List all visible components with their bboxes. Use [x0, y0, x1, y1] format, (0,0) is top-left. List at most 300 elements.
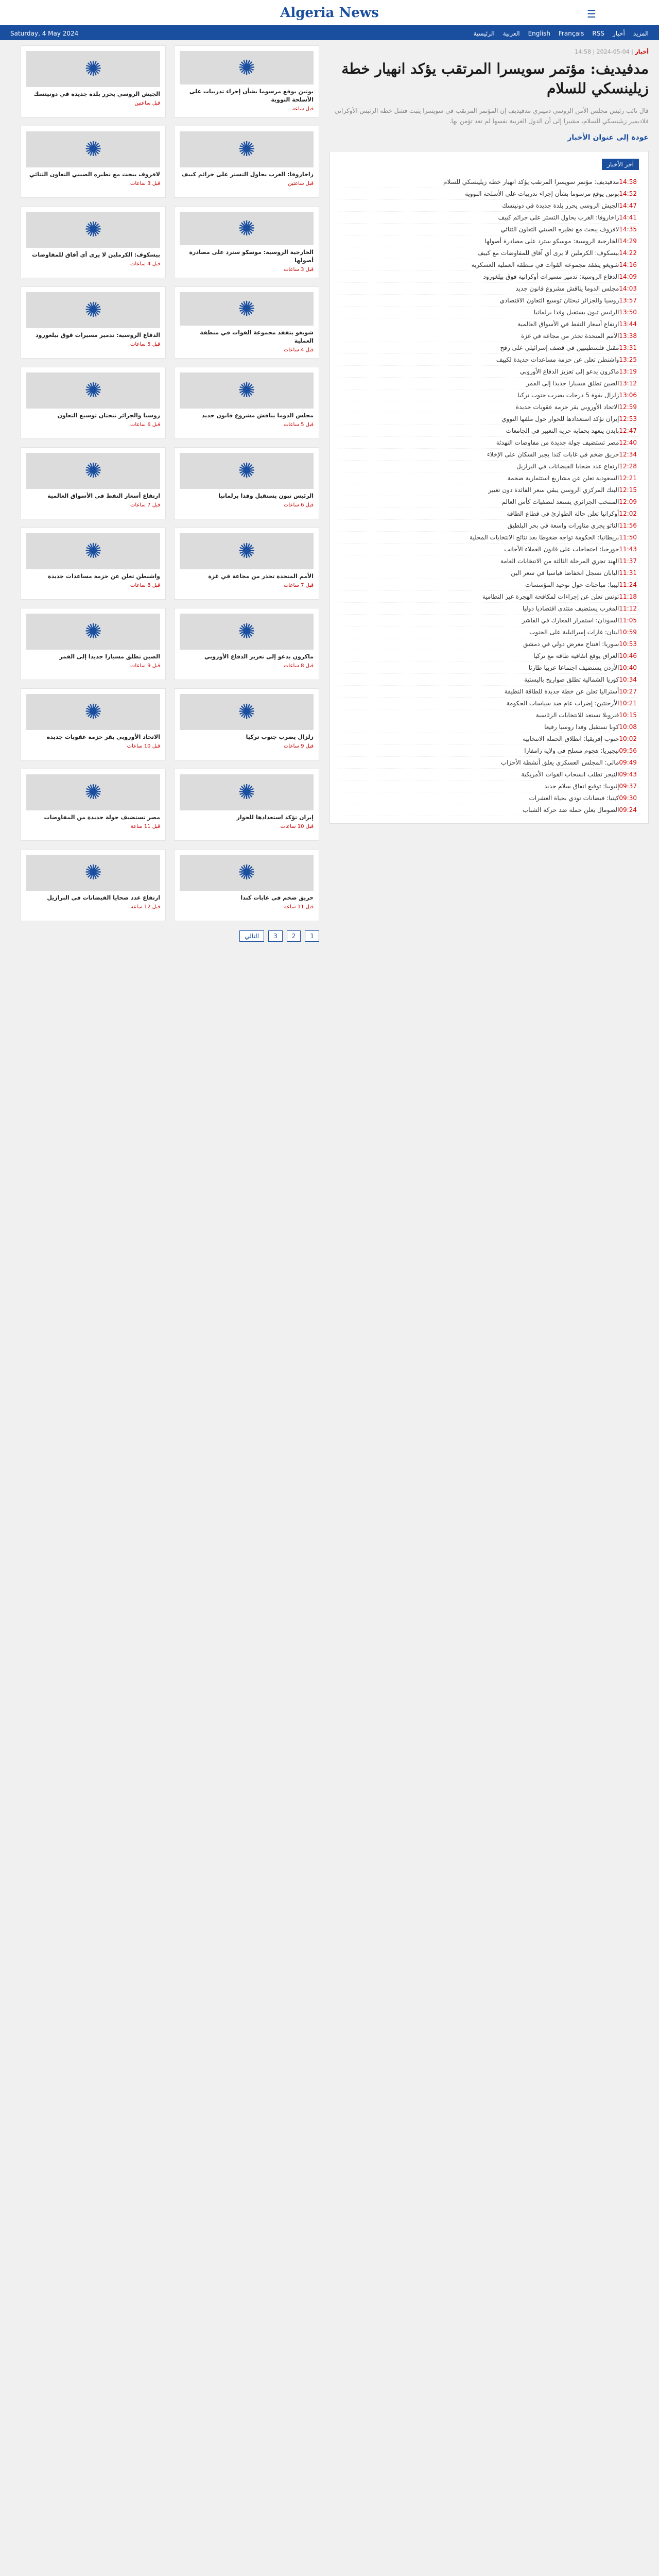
card-title[interactable]: لافروف يبحث مع نظيره الصيني التعاون الثنائي [29, 171, 160, 178]
feed-item[interactable] [339, 769, 639, 781]
feed-item[interactable] [339, 579, 639, 591]
feed-item[interactable] [339, 638, 639, 650]
feed-item[interactable] [339, 496, 639, 508]
top-nav-item[interactable]: Français [558, 30, 584, 37]
news-card[interactable] [174, 769, 319, 841]
card-thumbnail[interactable] [180, 292, 314, 326]
card-title[interactable]: إيران تؤكد استعدادها للحوار [236, 814, 314, 821]
article-subhead[interactable]: عودة إلى عنوان الأخبار [567, 133, 649, 142]
card-thumbnail[interactable] [180, 694, 314, 730]
news-card[interactable] [174, 126, 319, 198]
feed-text[interactable]: الجيش الروسي يحرر بلدة جديدة في دونيتسك [502, 202, 619, 209]
feed-time: 12:47 [619, 427, 637, 434]
feed-time: 14:22 [619, 249, 637, 257]
feed-time: 09:43 [619, 771, 637, 778]
feed-time: 13:06 [619, 392, 637, 399]
news-card[interactable] [21, 688, 166, 760]
feed-time: 11:31 [619, 569, 637, 577]
feed-item[interactable] [339, 567, 639, 579]
feed-time: 11:56 [619, 522, 637, 529]
card-thumbnail[interactable] [180, 774, 314, 810]
image-placeholder-icon: ✺ [84, 539, 102, 563]
feed-text[interactable]: مالي: المجلس العسكري يعلق أنشطة الأحزاب [500, 759, 619, 766]
feed-text[interactable]: الاتحاد الأوروبي يقر حزمة عقوبات جديدة [515, 403, 619, 411]
feed-item[interactable] [339, 366, 639, 378]
feed-item[interactable] [339, 615, 639, 626]
top-nav-item[interactable]: RSS [592, 30, 604, 37]
card-title[interactable]: ماكرون يدعو إلى تعزيز الدفاع الأوروبي [204, 653, 314, 660]
news-card[interactable] [174, 206, 319, 278]
card-time: قبل 9 ساعات [284, 743, 314, 749]
feed-time: 10:34 [619, 676, 637, 683]
image-placeholder-icon: ✺ [238, 620, 255, 643]
feed-time: 10:15 [619, 711, 637, 719]
feed-item[interactable] [339, 674, 639, 686]
card-thumbnail[interactable] [180, 131, 314, 167]
feed-item[interactable] [339, 295, 639, 307]
news-card[interactable] [174, 688, 319, 760]
feed-time: 09:30 [619, 794, 637, 802]
feed-text[interactable]: ارتفاع عدد ضحايا الفيضانات في البرازيل [516, 463, 619, 470]
feed-time: 11:05 [619, 617, 637, 624]
card-title[interactable]: واشنطن تعلن عن حزمة مساعدات جديدة [47, 573, 160, 580]
feed-item[interactable] [339, 472, 639, 484]
feed-text[interactable]: ماكرون يدعو إلى تعزيز الدفاع الأوروبي [519, 368, 619, 375]
feed-text[interactable]: أوكرانيا تعلن حالة الطوارئ في قطاع الطاقة [507, 510, 619, 517]
article-lead: قال نائب رئيس مجلس الأمن الروسي دميتري مدفيديف إن المؤتمر المرتقب في سويسرا يثبت فشل خطة الرئيس الأوكراني فلاديمير زيلينسكي للسلام، مشيرا إلى أن الدول الغربية نفسها لم تعد تؤمن بها. [334, 107, 649, 125]
image-placeholder-icon: ✺ [84, 138, 102, 161]
feed-text[interactable]: بيسكوف: الكرملين لا يرى أي آفاق للمفاوضات مع كييف [477, 249, 619, 257]
feed-text[interactable]: النيجر تطلب انسحاب القوات الأمريكية [521, 771, 619, 778]
feed-item[interactable] [339, 283, 639, 295]
feed-time: 10:59 [619, 629, 637, 636]
feed-time: 14:35 [619, 226, 637, 233]
feed-text[interactable]: اليابان تسجل انخفاضا قياسيا في سعر الين [511, 569, 619, 577]
card-thumbnail[interactable] [26, 212, 160, 248]
news-card[interactable] [21, 447, 166, 519]
image-placeholder-icon: ✺ [238, 138, 255, 161]
feed-text[interactable]: المغرب يستضيف منتدى اقتصاديا دوليا [522, 605, 619, 612]
feed-item[interactable] [339, 200, 639, 212]
feed-time: 09:37 [619, 783, 637, 790]
news-card[interactable] [21, 45, 166, 117]
news-feed-box [330, 151, 649, 824]
feed-text[interactable]: الصين تطلق مسبارا جديدا إلى القمر [526, 380, 619, 387]
card-time: قبل 11 ساعة [284, 904, 314, 910]
feed-time: 13:44 [619, 320, 637, 328]
feed-text[interactable]: ارتفاع أسعار النفط في الأسواق العالمية [517, 320, 619, 328]
feed-item[interactable] [339, 247, 639, 259]
feed-item[interactable] [339, 520, 639, 532]
page-link[interactable]: 2 [287, 930, 301, 942]
card-title[interactable]: زلزال يضرب جنوب تركيا [246, 734, 314, 740]
image-placeholder-icon: ✺ [84, 379, 102, 402]
feed-item[interactable] [339, 342, 639, 354]
feed-item[interactable] [339, 662, 639, 674]
feed-item[interactable] [339, 757, 639, 769]
feed-time: 12:09 [619, 498, 637, 505]
feed-text[interactable]: الرئيس تبون يستقبل وفدا برلمانيا [533, 309, 619, 316]
feed-text[interactable]: مدفيديف: مؤتمر سويسرا المرتقب يؤكد انهيار خطة زيلينسكي للسلام [443, 178, 619, 185]
news-card[interactable] [174, 447, 319, 519]
card-thumbnail[interactable] [26, 533, 160, 569]
card-time: قبل 3 ساعات [284, 267, 314, 273]
feed-text[interactable]: شويغو يتفقد مجموعة القوات في منطقة العملية العسكرية [471, 261, 619, 268]
feed-text[interactable]: روسيا والجزائر تبحثان توسيع التعاون الاقتصادي [499, 297, 619, 304]
card-thumbnail[interactable] [180, 533, 314, 569]
feed-time: 10:21 [619, 700, 637, 707]
news-card[interactable] [174, 286, 319, 359]
feed-item[interactable] [339, 603, 639, 615]
feed-text[interactable]: مجلس الدوما يناقش مشروع قانون جديد [515, 285, 619, 292]
image-placeholder-icon: ✺ [84, 700, 102, 724]
news-feed-label: آخر الأخبار [602, 159, 639, 170]
card-title[interactable]: روسيا والجزائر تبحثان توسيع التعاون [57, 412, 160, 419]
page-body [0, 40, 659, 2576]
image-placeholder-icon: ✺ [84, 861, 102, 885]
card-time: قبل 10 ساعات [127, 743, 160, 749]
feed-text[interactable]: مقتل فلسطينيين في قصف إسرائيلي على رفح [500, 344, 619, 351]
image-placeholder-icon: ✺ [238, 861, 255, 885]
card-time: قبل ساعتين [288, 181, 314, 187]
news-card[interactable] [21, 126, 166, 198]
image-placeholder-icon: ✺ [238, 216, 255, 241]
card-thumbnail[interactable] [26, 855, 160, 891]
feed-time: 12:59 [619, 403, 637, 411]
feed-item[interactable] [339, 176, 639, 188]
card-title[interactable]: زاخاروفا: الغرب يحاول التستر على جرائم كييف [181, 171, 314, 178]
feed-text[interactable]: لبنان: غارات إسرائيلية على الجنوب [529, 629, 619, 636]
image-placeholder-icon: ✺ [84, 298, 102, 322]
card-title[interactable]: الاتحاد الأوروبي يقر حزمة عقوبات جديدة [46, 734, 160, 740]
image-placeholder-icon: ✺ [84, 620, 102, 643]
feed-text[interactable]: السودان: استمرار المعارك في الفاشر [522, 617, 619, 624]
top-nav-item[interactable]: المزيد [633, 30, 649, 37]
feed-text[interactable]: الهند تجري المرحلة الثالثة من الانتخابات العامة [500, 557, 619, 565]
feed-text[interactable]: جورجيا: احتجاجات على قانون العملاء الأجانب [504, 546, 619, 553]
feed-item[interactable] [339, 745, 639, 757]
feed-text[interactable]: سوريا: افتتاح معرض دولي في دمشق [523, 640, 619, 648]
feed-time: 12:53 [619, 415, 637, 422]
feed-text[interactable]: الصومال يعلن حملة ضد حركة الشباب [522, 806, 619, 814]
top-nav-item[interactable]: الرئيسية [473, 30, 495, 37]
feed-text[interactable]: كينيا: فيضانات تودي بحياة العشرات [529, 794, 619, 802]
card-thumbnail[interactable] [26, 292, 160, 328]
feed-time: 11:18 [619, 593, 637, 600]
news-card[interactable] [21, 367, 166, 439]
feed-item[interactable] [339, 508, 639, 520]
card-title[interactable]: الأمم المتحدة تحذر من مجاعة في غزة [208, 573, 314, 580]
feed-text[interactable]: مصر تستضيف جولة جديدة من مفاوضات التهدئة [496, 439, 619, 446]
feed-item[interactable] [339, 484, 639, 496]
card-thumbnail[interactable] [180, 212, 314, 245]
feed-time: 14:16 [619, 261, 637, 268]
feed-time: 13:19 [619, 368, 637, 375]
feed-item[interactable] [339, 532, 639, 544]
feed-text[interactable]: الناتو يجري مناورات واسعة في بحر البلطيق [507, 522, 619, 529]
feed-text[interactable]: المنتخب الجزائري يستعد لتصفيات كأس العالم [501, 498, 619, 505]
feed-item[interactable] [339, 781, 639, 792]
feed-time: 13:57 [619, 297, 637, 304]
news-card[interactable] [21, 608, 166, 680]
feed-item[interactable] [339, 804, 639, 816]
feed-time: 13:50 [619, 309, 637, 316]
card-title[interactable]: الجيش الروسي يحرر بلدة جديدة في دونيتسك [33, 91, 160, 97]
card-title[interactable]: بوتين يوقع مرسوما بشأن إجراء تدريبات على الأسلحة النووية [189, 88, 314, 103]
feed-item[interactable] [339, 461, 639, 472]
feed-time: 10:40 [619, 664, 637, 671]
image-placeholder-icon: ✺ [238, 700, 255, 724]
feed-time: 10:02 [619, 735, 637, 742]
image-placeholder-icon: ✺ [238, 297, 255, 321]
card-time: قبل 5 ساعات [130, 342, 160, 347]
article-category[interactable]: أخبار [635, 48, 649, 55]
feed-item[interactable] [339, 413, 639, 425]
feed-time: 11:37 [619, 557, 637, 565]
news-card[interactable] [21, 206, 166, 278]
feed-text[interactable]: ليبيا: مباحثات حول توحيد المؤسسات [525, 581, 619, 588]
feed-text[interactable]: البنك المركزي الروسي يبقي سعر الفائدة دون تغيير [488, 486, 619, 494]
top-nav-item[interactable]: العربية [502, 30, 520, 37]
image-placeholder-icon: ✺ [84, 218, 102, 242]
feed-text[interactable]: إيران تؤكد استعدادها للحوار حول ملفها النووي [501, 415, 619, 422]
news-feed-list [339, 176, 639, 816]
feed-text[interactable]: تونس تعلن عن إجراءات لمكافحة الهجرة غير النظامية [482, 593, 619, 600]
card-time: قبل 6 ساعات [130, 422, 160, 428]
feed-time: 12:40 [619, 439, 637, 446]
news-card[interactable] [21, 769, 166, 841]
news-card[interactable] [174, 608, 319, 680]
page-link[interactable]: التالي [239, 930, 264, 942]
article-meta: أخبار | 04-05-2024 | 14:58 [575, 48, 649, 55]
card-time: قبل 7 ساعات [130, 502, 160, 508]
feed-text[interactable]: فنزويلا تستعد للانتخابات الرئاسية [535, 711, 619, 719]
feed-time: 13:38 [619, 332, 637, 340]
feed-item[interactable] [339, 212, 639, 224]
feed-time: 09:56 [619, 747, 637, 754]
menu-icon[interactable]: ☰ [587, 8, 596, 20]
feed-time: 13:12 [619, 380, 637, 387]
card-title[interactable]: ارتفاع عدد ضحايا الفيضانات في البرازيل [47, 894, 160, 901]
card-thumbnail[interactable] [26, 774, 160, 810]
feed-text[interactable]: أستراليا تعلن عن خطة جديدة للطاقة النظيفة [504, 688, 619, 695]
feed-item[interactable] [339, 235, 639, 247]
feed-item[interactable] [339, 425, 639, 437]
feed-item[interactable] [339, 733, 639, 745]
card-time: قبل ساعة [292, 106, 314, 112]
page-link[interactable]: 1 [305, 930, 319, 942]
feed-item[interactable] [339, 721, 639, 733]
card-thumbnail[interactable] [180, 372, 314, 409]
feed-item[interactable] [339, 792, 639, 804]
pagination [21, 930, 319, 942]
feed-text[interactable]: كوريا الشمالية تطلق صواريخ باليستية [524, 676, 619, 683]
card-time: قبل 4 ساعات [284, 347, 314, 353]
feed-text[interactable]: الأمم المتحدة تحذر من مجاعة في غزة [521, 332, 619, 340]
image-placeholder-icon: ✺ [238, 781, 255, 804]
article-date: 04-05-2024 | 14:58 [575, 48, 630, 55]
card-thumbnail[interactable] [180, 51, 314, 84]
feed-item[interactable] [339, 437, 639, 449]
feed-item[interactable] [339, 544, 639, 555]
card-thumbnail[interactable] [180, 855, 314, 891]
card-title[interactable]: شويغو يتفقد مجموعة القوات في منطقة العملية [200, 329, 314, 344]
feed-item[interactable] [339, 401, 639, 413]
feed-text[interactable]: واشنطن تعلن عن حزمة مساعدات جديدة لكييف [496, 356, 619, 363]
card-thumbnail[interactable] [26, 694, 160, 730]
feed-item[interactable] [339, 449, 639, 461]
card-time: قبل 8 ساعات [284, 663, 314, 669]
feed-item[interactable] [339, 330, 639, 342]
feed-text[interactable]: العراق يوقع اتفاقية طاقة مع تركيا [533, 652, 619, 659]
card-title[interactable]: حريق ضخم في غابات كندا [240, 894, 314, 901]
feed-time: 12:21 [619, 474, 637, 482]
news-card[interactable] [174, 849, 319, 921]
card-thumbnail[interactable] [180, 614, 314, 650]
feed-time: 09:49 [619, 759, 637, 766]
card-title[interactable]: مصر تستضيف جولة جديدة من المفاوضات [44, 814, 160, 821]
card-title[interactable]: ارتفاع أسعار النفط في الأسواق العالمية [47, 493, 160, 499]
feed-item[interactable] [339, 650, 639, 662]
card-time: قبل 5 ساعات [284, 422, 314, 428]
feed-item[interactable] [339, 271, 639, 283]
image-placeholder-icon: ✺ [238, 459, 255, 483]
feed-text[interactable]: الخارجية الروسية: موسكو سترد على مصادرة أصولها [484, 238, 619, 245]
site-header [0, 0, 659, 27]
feed-text[interactable]: نيجيريا: هجوم مسلح في ولاية زامفارا [524, 747, 619, 754]
feed-item[interactable] [339, 389, 639, 401]
article-title: مدفيديف: مؤتمر سويسرا المرتقب يؤكد انهيار خطة زيلينسكي للسلام [341, 60, 649, 97]
card-title[interactable]: الرئيس تبون يستقبل وفدا برلمانيا [218, 493, 314, 499]
feed-text[interactable]: الدفاع الروسية: تدمير مسيرات أوكرانية فوق بيلغورود [483, 273, 619, 280]
feed-text[interactable]: جنوب إفريقيا: انطلاق الحملة الانتخابية [523, 735, 619, 742]
feed-time: 14:52 [619, 190, 637, 197]
feed-item[interactable] [339, 307, 639, 318]
feed-text[interactable]: بريطانيا: الحكومة تواجه ضغوطا بعد نتائج الانتخابات المحلية [470, 534, 619, 541]
feed-time: 14:41 [619, 214, 637, 221]
feed-time: 09:24 [619, 806, 637, 814]
feed-item[interactable] [339, 259, 639, 271]
feed-time: 10:27 [619, 688, 637, 695]
feed-time: 13:25 [619, 356, 637, 363]
image-placeholder-icon: ✺ [238, 379, 255, 402]
card-thumbnail[interactable] [26, 614, 160, 650]
article-column [330, 45, 649, 824]
feed-text[interactable]: السعودية تعلن عن مشاريع استثمارية ضخمة [507, 474, 619, 482]
image-placeholder-icon: ✺ [84, 781, 102, 804]
card-title[interactable]: الدفاع الروسية: تدمير مسيرات فوق بيلغورود [36, 332, 160, 338]
card-title[interactable]: بيسكوف: الكرملين لا يرى أي آفاق للمفاوضات [32, 251, 160, 258]
card-time: قبل 11 ساعة [130, 824, 160, 829]
card-title[interactable]: مجلس الدوما يناقش مشروع قانون جديد [201, 412, 314, 419]
feed-item[interactable] [339, 686, 639, 698]
feed-text[interactable]: الأردن يستضيف اجتماعا عربيا طارئا [528, 664, 619, 671]
card-thumbnail[interactable] [180, 453, 314, 489]
card-time: قبل 12 ساعة [130, 904, 160, 910]
card-time: قبل 6 ساعات [284, 502, 314, 508]
feed-time: 12:15 [619, 486, 637, 494]
cards-column [21, 45, 319, 951]
top-nav-item[interactable]: أخبار [612, 30, 625, 37]
news-cards-grid [21, 45, 319, 921]
feed-time: 10:53 [619, 640, 637, 648]
feed-time: 12:34 [619, 451, 637, 458]
feed-text[interactable]: بايدن يتعهد بحماية حرية التعبير في الجامعات [506, 427, 619, 434]
news-card[interactable] [21, 286, 166, 359]
image-placeholder-icon: ✺ [84, 459, 102, 483]
feed-item[interactable] [339, 555, 639, 567]
feed-item[interactable] [339, 354, 639, 366]
feed-text[interactable]: كوبا تستقبل وفدا روسيا رفيعا [544, 723, 619, 731]
card-thumbnail[interactable] [26, 131, 160, 167]
news-card[interactable] [174, 528, 319, 600]
feed-text[interactable]: إثيوبيا: توقيع اتفاق سلام جديد [544, 783, 619, 790]
feed-time: 12:28 [619, 463, 637, 470]
top-nav-item[interactable]: English [528, 30, 550, 37]
card-thumbnail[interactable] [26, 51, 160, 87]
image-placeholder-icon: ✺ [238, 56, 255, 80]
feed-text[interactable]: حريق ضخم في غابات كندا يجبر السكان على الإخلاء [487, 451, 619, 458]
card-time: قبل 9 ساعات [130, 663, 160, 669]
site-logo[interactable]: Algeria News [280, 5, 379, 21]
feed-item[interactable] [339, 591, 639, 603]
feed-item[interactable] [339, 224, 639, 235]
feed-text[interactable]: لافروف يبحث مع نظيره الصيني التعاون الثنائي [500, 226, 619, 233]
feed-time: 13:31 [619, 344, 637, 351]
top-bar [0, 27, 659, 40]
card-time: قبل ساعتين [134, 100, 160, 106]
card-time: قبل 8 ساعات [130, 583, 160, 588]
news-card[interactable] [174, 367, 319, 439]
current-date: Saturday, 4 May 2024 [10, 30, 79, 37]
feed-text[interactable]: بوتين يوقع مرسوما بشأن إجراء تدريبات على الأسلحة النووية [465, 190, 619, 197]
card-time: قبل 4 ساعات [130, 261, 160, 267]
feed-time: 11:50 [619, 534, 637, 541]
feed-time: 10:08 [619, 723, 637, 731]
news-card[interactable] [21, 528, 166, 600]
card-title[interactable]: الصين تطلق مسبارا جديدا إلى القمر [59, 653, 160, 660]
feed-item[interactable] [339, 188, 639, 200]
feed-time: 11:12 [619, 605, 637, 612]
card-thumbnail[interactable] [26, 372, 160, 409]
feed-item[interactable] [339, 378, 639, 389]
feed-time: 14:47 [619, 202, 637, 209]
feed-text[interactable]: زاخاروفا: الغرب يحاول التستر على جرائم كييف [498, 214, 619, 221]
feed-time: 14:09 [619, 273, 637, 280]
feed-time: 11:43 [619, 546, 637, 553]
image-placeholder-icon: ✺ [238, 539, 255, 563]
feed-text[interactable]: زلزال بقوة 5 درجات يضرب جنوب تركيا [517, 392, 619, 399]
feed-text[interactable]: الأرجنتين: إضراب عام ضد سياسات الحكومة [506, 700, 619, 707]
feed-time: 14:03 [619, 285, 637, 292]
news-card[interactable] [21, 849, 166, 921]
top-nav [78, 30, 649, 37]
page-link[interactable]: 3 [268, 930, 283, 942]
news-card[interactable] [174, 45, 319, 117]
feed-item[interactable] [339, 698, 639, 709]
image-placeholder-icon: ✺ [84, 57, 102, 81]
feed-item[interactable] [339, 626, 639, 638]
card-title[interactable]: الخارجية الروسية: موسكو سترد على مصادرة أصولها [189, 249, 314, 264]
feed-time: 12:02 [619, 510, 637, 517]
feed-time: 10:46 [619, 652, 637, 659]
card-time: قبل 10 ساعات [280, 824, 314, 829]
card-time: قبل 3 ساعات [130, 181, 160, 187]
feed-item[interactable] [339, 318, 639, 330]
feed-time: 14:58 [619, 178, 637, 185]
card-thumbnail[interactable] [26, 453, 160, 489]
feed-item[interactable] [339, 709, 639, 721]
